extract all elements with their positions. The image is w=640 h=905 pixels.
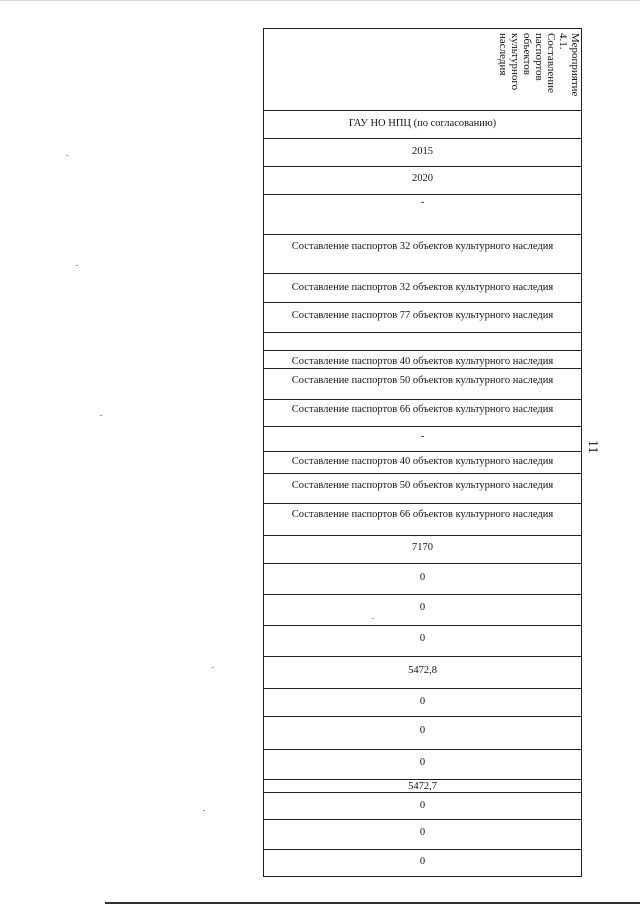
cell-text: 0 [419,572,426,583]
cell-text: ГАУ НО НПЦ (по согласованию) [348,118,497,129]
cell-text: Составление паспортов 40 объектов культурного наследия [291,356,554,367]
table-row [264,111,581,139]
table-row [264,626,581,657]
cell-text: Составление паспортов 66 объектов культурного наследия [291,509,554,520]
table-row [264,750,581,780]
table-row [264,167,581,195]
activity-table [263,28,582,877]
table-row [264,717,581,750]
page-number: 11 [585,440,600,454]
cell-text: 0 [419,757,426,768]
table-row [264,333,581,351]
cell-text: Составление паспортов 32 объектов культурного наследия [291,241,554,252]
table-row [264,235,581,274]
cell-text: - [420,431,425,442]
scan-speck [212,667,214,668]
cell-text: 2020 [412,173,433,184]
cell-text: Составление паспортов 50 объектов культурного наследия [291,480,554,491]
scan-edge-top [0,0,640,1]
table-row [264,820,581,850]
cell-text: 2015 [412,146,433,157]
cell-text: 0 [419,800,426,811]
cell-text: Составление паспортов 32 объектов культурного наследия [291,282,554,293]
scan-edge-bottom [105,902,640,904]
table-row [264,303,581,333]
cell-text: - [420,197,425,208]
cell-text: 0 [419,696,426,707]
table-row [264,689,581,717]
cell-text: 0 [419,827,426,838]
cell-text: Составление паспортов 77 объектов культурного наследия [291,310,554,321]
table-row [264,780,581,793]
cell-text: 0 [419,633,426,644]
scan-speck [76,265,78,266]
cell-text: Составление паспортов 40 объектов культурного наследия [291,456,554,467]
table-header-row [264,29,581,111]
cell-text: 7170 [412,542,433,553]
table-row [264,369,581,400]
cell-text: 0 [419,725,426,736]
table-row [264,474,581,504]
table-row [264,452,581,474]
table-row [264,564,581,595]
table-row [264,139,581,167]
scan-speck [203,810,205,811]
table-row [264,595,581,626]
cell-text: 5472,8 [408,665,437,676]
cell-text: 5472,7 [408,781,437,792]
header-cell-text: Мероприятие 4.1. Составление паспортов объектов культурного наследия [497,33,581,97]
scan-speck [66,155,68,156]
table-row [264,400,581,427]
table-row [264,793,581,820]
scan-speck [100,415,102,416]
table-row [264,427,581,452]
table-row [264,274,581,303]
table-row [264,657,581,689]
table-row [264,536,581,564]
cell-text: Составление паспортов 66 объектов культурного наследия [291,404,554,415]
table-row [264,195,581,235]
cell-text: 0 [419,856,426,867]
table-row [264,351,581,369]
cell-text: Составление паспортов 50 объектов культурного наследия [291,375,554,386]
table-row [264,504,581,536]
cell-text: 0 [419,602,426,613]
table-row [264,850,581,877]
